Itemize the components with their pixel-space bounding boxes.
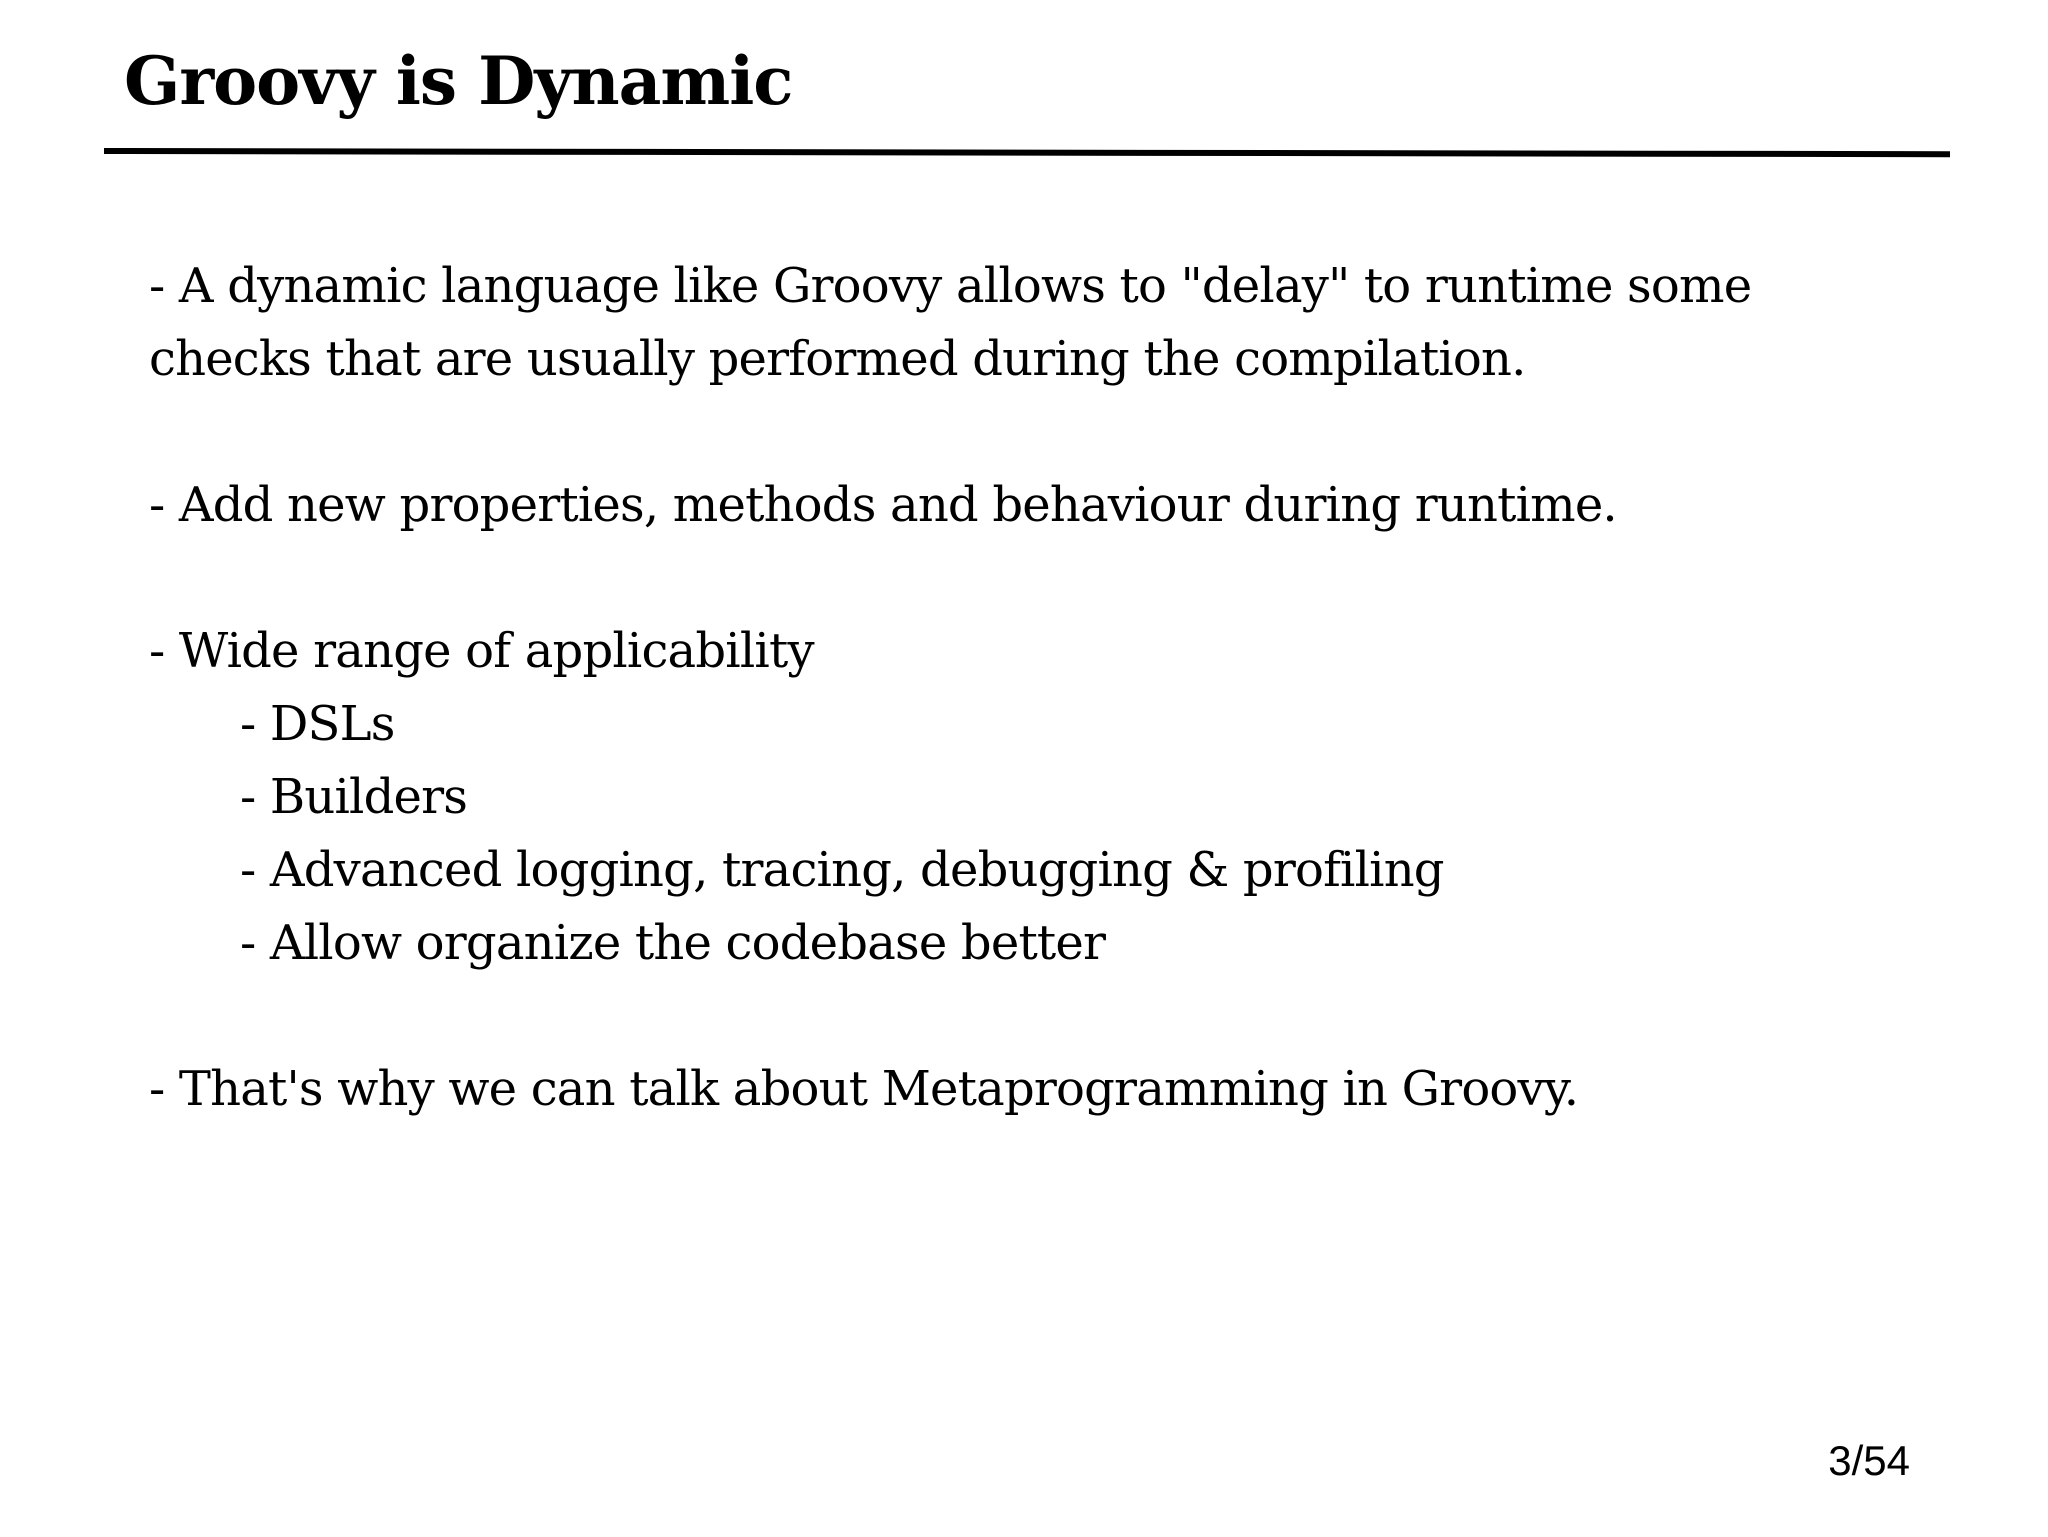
slide-body <box>149 250 1939 1126</box>
spacer <box>149 396 1939 469</box>
sub-bullet-builders: - Builders <box>240 769 468 825</box>
bullet-add-properties: - Add new properties, methods and behaviour during runtime. <box>149 477 1617 533</box>
bullet-metaprogramming: - That's why we can talk about Metaprogramming in Groovy. <box>149 1061 1579 1117</box>
sub-bullet-advanced-logging: - Advanced logging, tracing, debugging & profiling <box>240 842 1444 898</box>
slide-title: Groovy is Dynamic <box>124 42 793 120</box>
spacer <box>149 980 1939 1053</box>
bullet-applicability: - Wide range of applicability <box>149 623 814 679</box>
sub-bullet-dsls: - DSLs <box>240 696 395 752</box>
bullet-dynamic-language-line-2: checks that are usually performed during the compilation. <box>149 331 1526 387</box>
bullet-dynamic-language-line-1: - A dynamic language like Groovy allows to "delay" to runtime some <box>149 258 1752 314</box>
page-number: 3/54 <box>1828 1437 1910 1484</box>
spacer <box>149 542 1939 615</box>
title-underline <box>104 148 1950 157</box>
sub-bullet-organize-codebase: - Allow organize the codebase better <box>240 915 1106 971</box>
